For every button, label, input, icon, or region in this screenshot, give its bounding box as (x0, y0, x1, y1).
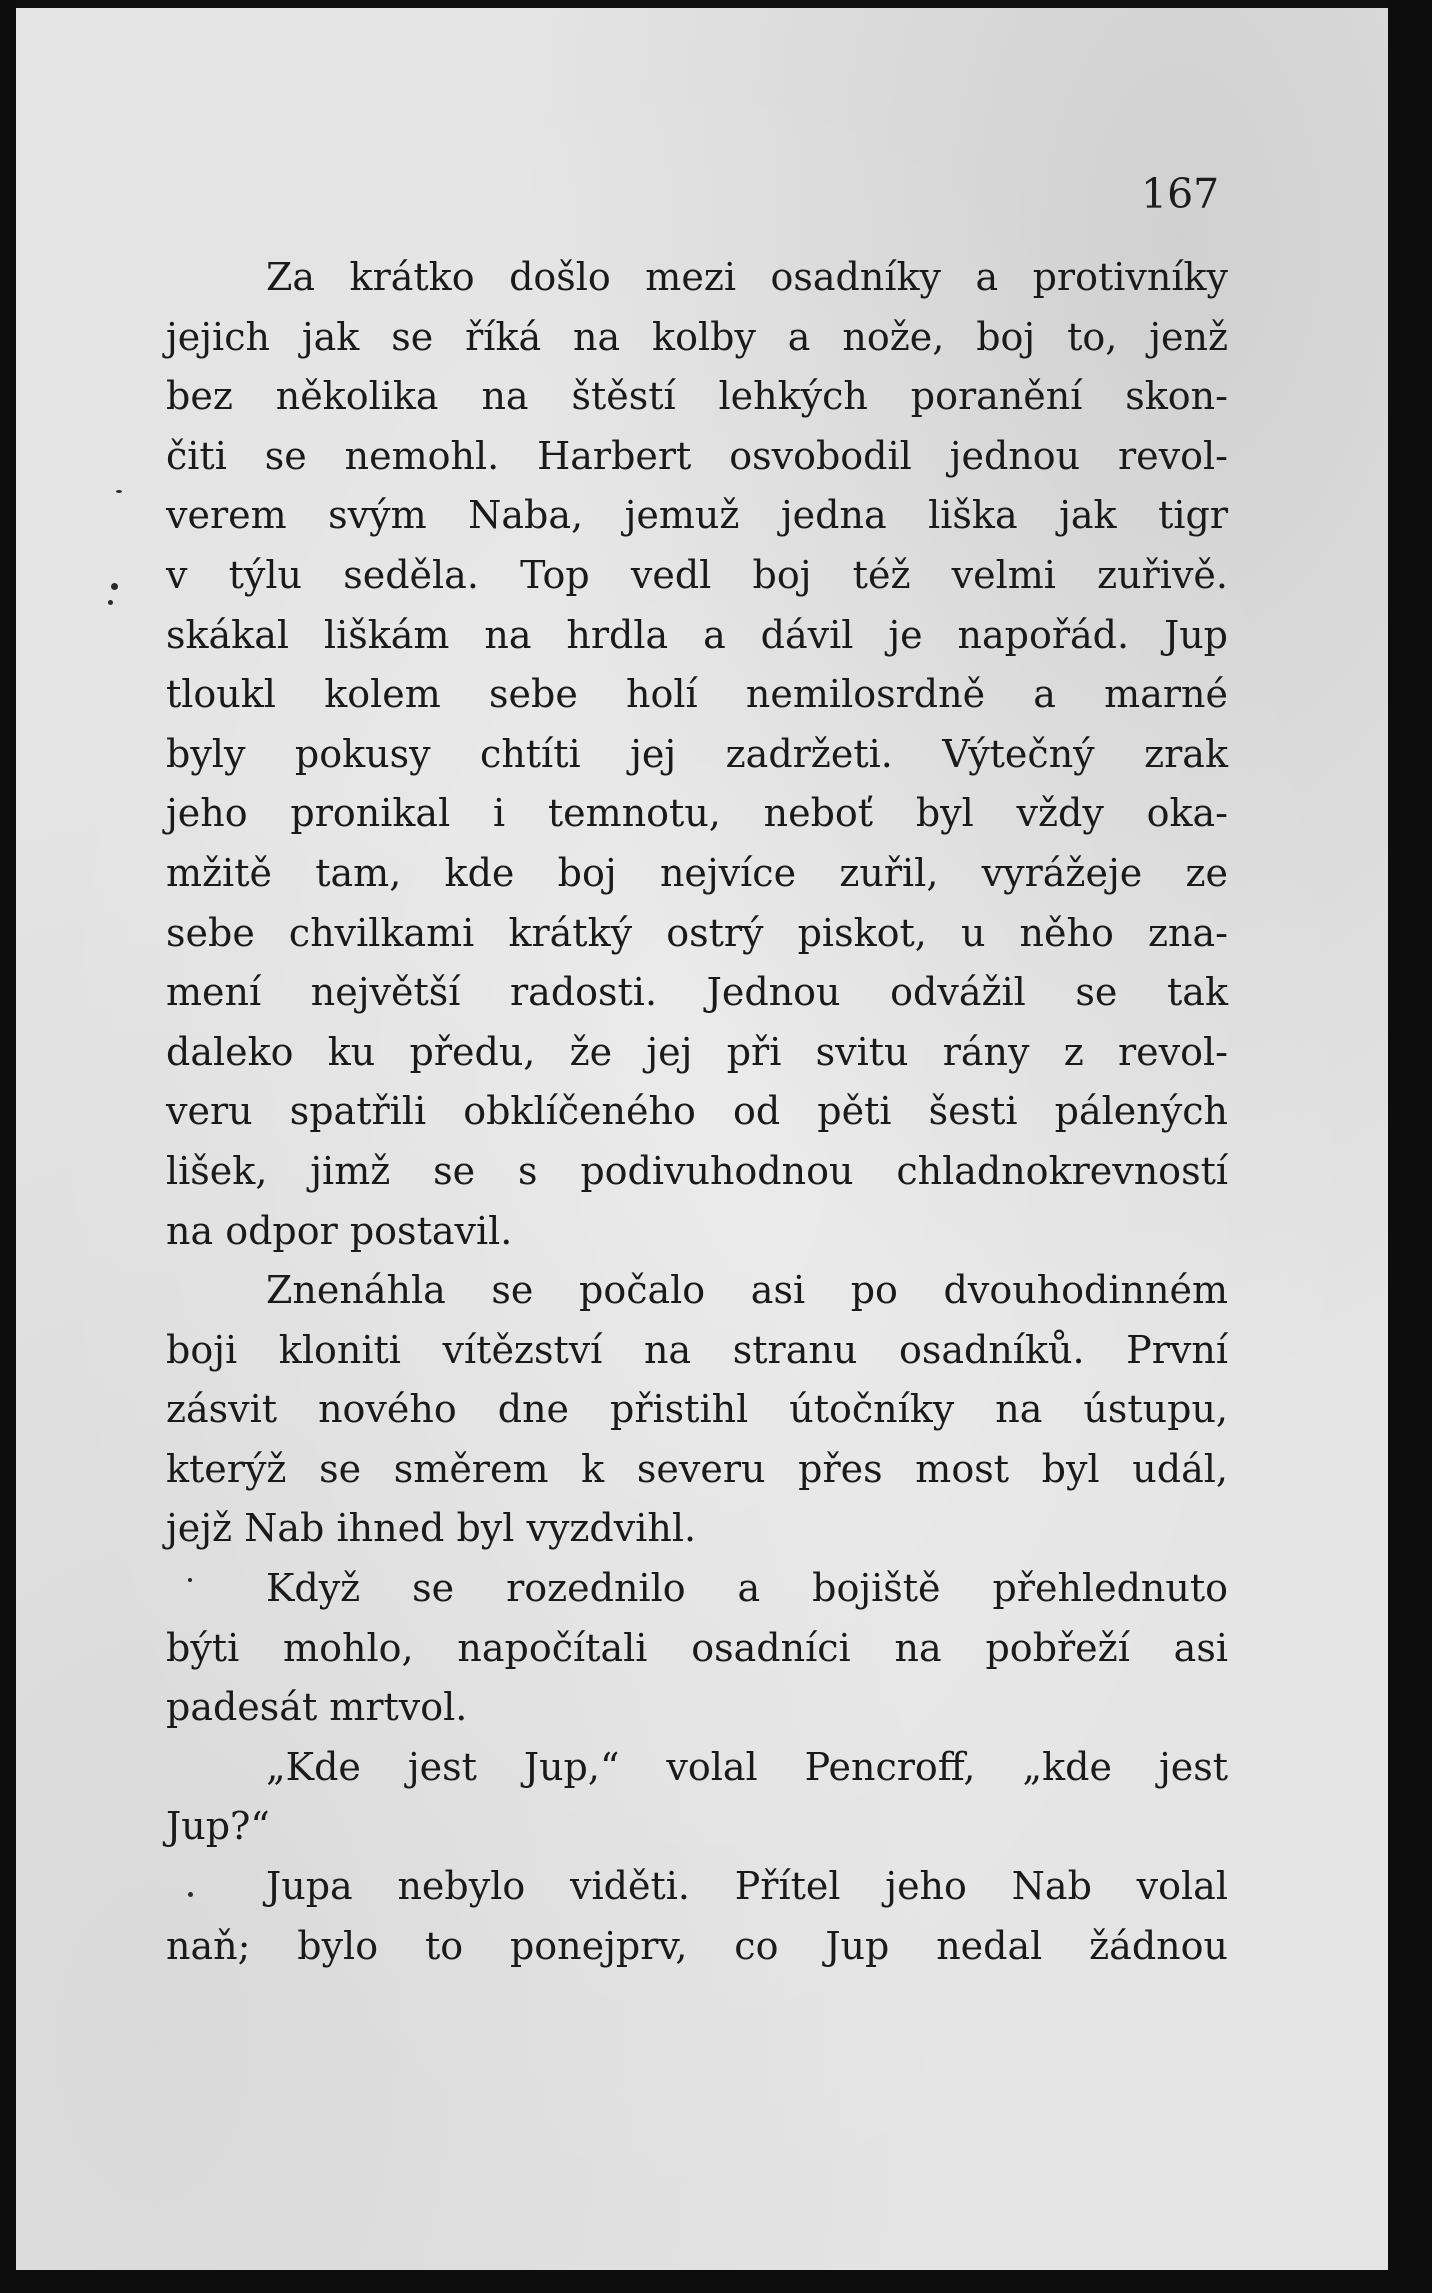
text-line: mení největší radosti. Jednou odvážil se tak (166, 970, 1228, 1015)
text-line: na odpor postavil. (166, 1208, 513, 1253)
scan-left-border (0, 0, 16, 2293)
book-page (16, 8, 1388, 2270)
text-line: Když se rozednilo a bojiště přehlednuto (266, 1566, 1228, 1611)
text-line: jejich jak se říká na kolby a nože, boj to, jenž (166, 314, 1228, 359)
text-line: jejž Nab ihned byl vyzdvihl. (166, 1506, 697, 1551)
page-number: 167 (1141, 170, 1220, 218)
text-line: jeho pronikal i temnotu, neboť byl vždy oka- (166, 791, 1228, 836)
text-line: zásvit nového dne přistihl útočníky na ústupu, (166, 1387, 1228, 1432)
text-line: verem svým Naba, jemuž jedna liška jak tigr (166, 493, 1228, 538)
ink-speck (108, 600, 113, 605)
scan-bottom-border (0, 2270, 1432, 2293)
text-line: Jupa nebylo viděti. Přítel jeho Nab volal (266, 1864, 1228, 1909)
text-line: sebe chvilkami krátký ostrý piskot, u něho zna- (166, 910, 1228, 955)
ink-speck (111, 583, 118, 590)
scan-right-border (1388, 0, 1432, 2293)
ink-speck (116, 490, 122, 493)
text-line: býti mohlo, napočítali osadníci na pobřeží asi (166, 1625, 1228, 1670)
text-line: tloukl kolem sebe holí nemilosrdně a marné (166, 672, 1228, 717)
text-line: mžitě tam, kde boj nejvíce zuřil, vyrážeje ze (166, 850, 1228, 895)
text-line: kterýž se směrem k severu přes most byl udál, (166, 1446, 1228, 1491)
text-line: Jup?“ (166, 1804, 270, 1849)
body-text (166, 248, 1228, 1976)
text-line: daleko ku předu, že jej při svitu rány z revol- (166, 1029, 1228, 1074)
text-line: čiti se nemohl. Harbert osvobodil jednou revol- (166, 433, 1228, 478)
text-line: bez několika na štěstí lehkých poranění skon- (166, 374, 1228, 419)
text-line: boji kloniti vítězství na stranu osadníků. První (166, 1327, 1228, 1372)
text-line: Znenáhla se počalo asi po dvouhodinném (266, 1268, 1228, 1313)
text-line: skákal liškám na hrdla a dávil je napořád. Jup (166, 612, 1228, 657)
text-line: byly pokusy chtíti jej zadržeti. Výtečný zrak (166, 731, 1228, 776)
text-line: padesát mrtvol. (166, 1685, 468, 1730)
text-line: veru spatřili obklíčeného od pěti šesti pálených (166, 1089, 1228, 1134)
text-line: „Kde jest Jup,“ volal Pencroff, „kde jest (266, 1744, 1228, 1789)
text-line: Za krátko došlo mezi osadníky a protivníky (266, 255, 1228, 299)
text-line: lišek, jimž se s podivuhodnou chladnokrevností (166, 1148, 1228, 1193)
text-line: naň; bylo to ponejprv, co Jup nedal žádnou (166, 1923, 1228, 1968)
text-line: v týlu seděla. Top vedl boj též velmi zuřivě. (166, 552, 1228, 597)
